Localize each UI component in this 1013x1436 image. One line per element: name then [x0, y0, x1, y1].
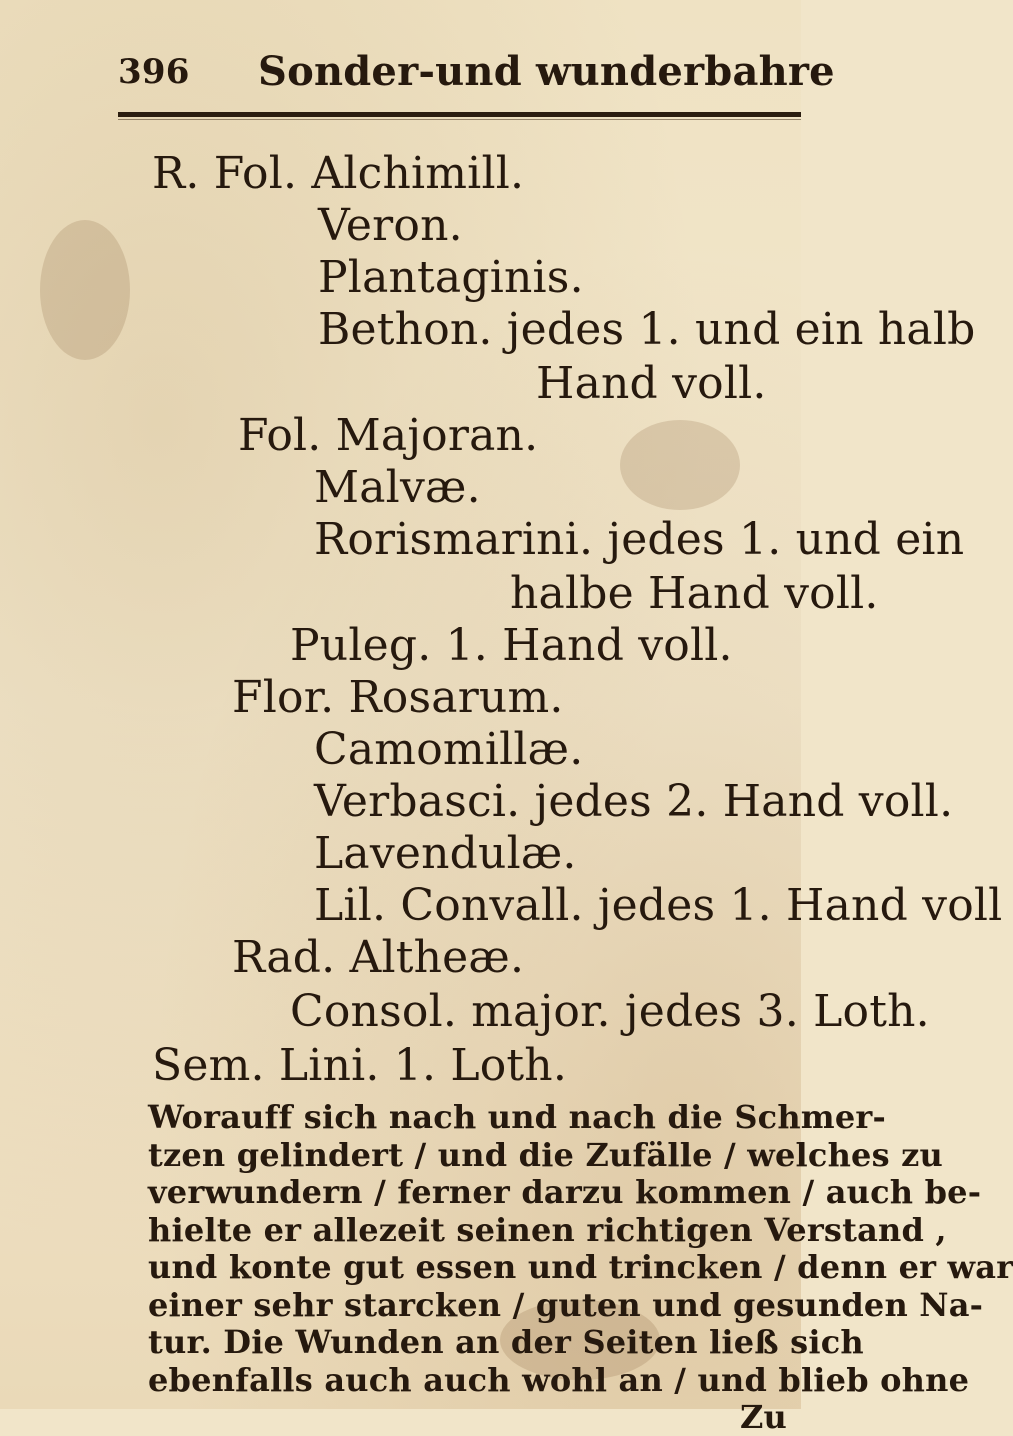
recipe-line: Veron.	[318, 200, 463, 251]
prose-line: verwundern / ferner darzu kommen / auch be-	[148, 1173, 982, 1211]
recipe-line: Sem. Lini. 1. Loth.	[152, 1040, 568, 1091]
recipe-line: Bethon. jedes 1. und ein halb	[318, 304, 976, 355]
prose-line: einer sehr starcken / guten und gesunden Na-	[148, 1285, 984, 1324]
recipe-line: Flor. Rosarum.	[232, 672, 564, 723]
running-title: Sonder-und wunderbahre	[258, 48, 835, 95]
prose-line: hielte er allezeit seinen richtigen Verstand ,	[148, 1210, 947, 1249]
recipe-line: Verbasci. jedes 2. Hand voll.	[314, 776, 954, 827]
recipe-line: R. Fol. Alchimill.	[152, 148, 525, 199]
recipe-line: Plantaginis.	[318, 252, 584, 303]
header-rule-thin	[118, 119, 801, 120]
prose-line: ebenfalls auch auch wohl an / und blieb ohne	[148, 1360, 970, 1399]
prose-line: tur. Die Wunden an der Seiten ließ sich	[148, 1323, 864, 1361]
paper-stain	[620, 420, 740, 510]
header-rule	[118, 112, 801, 117]
prose-line: Worauff sich nach und nach die Schmer-	[148, 1098, 886, 1136]
page-number: 396	[118, 52, 190, 92]
recipe-line: Rorismarini. jedes 1. und ein	[314, 514, 965, 565]
recipe-line: halbe Hand voll.	[510, 568, 879, 619]
recipe-line: Rad. Altheæ.	[232, 932, 525, 983]
recipe-line: Puleg. 1. Hand voll.	[290, 620, 733, 671]
catchword: Zu	[740, 1398, 788, 1436]
recipe-line: Malvæ.	[314, 462, 481, 513]
recipe-line: Lil. Convall. jedes 1. Hand voll	[314, 880, 1003, 931]
recipe-line: Lavendulæ.	[314, 828, 577, 879]
paper-stain	[40, 220, 130, 360]
recipe-line: Fol. Majoran.	[238, 410, 539, 461]
prose-line: tzen gelindert / und die Zufälle / welches zu	[148, 1135, 943, 1174]
prose-line: und konte gut essen und trincken / denn er war	[148, 1248, 1013, 1286]
recipe-line: Consol. major. jedes 3. Loth.	[290, 986, 930, 1037]
recipe-line: Camomillæ.	[314, 724, 584, 775]
recipe-line: Hand voll.	[536, 358, 767, 409]
